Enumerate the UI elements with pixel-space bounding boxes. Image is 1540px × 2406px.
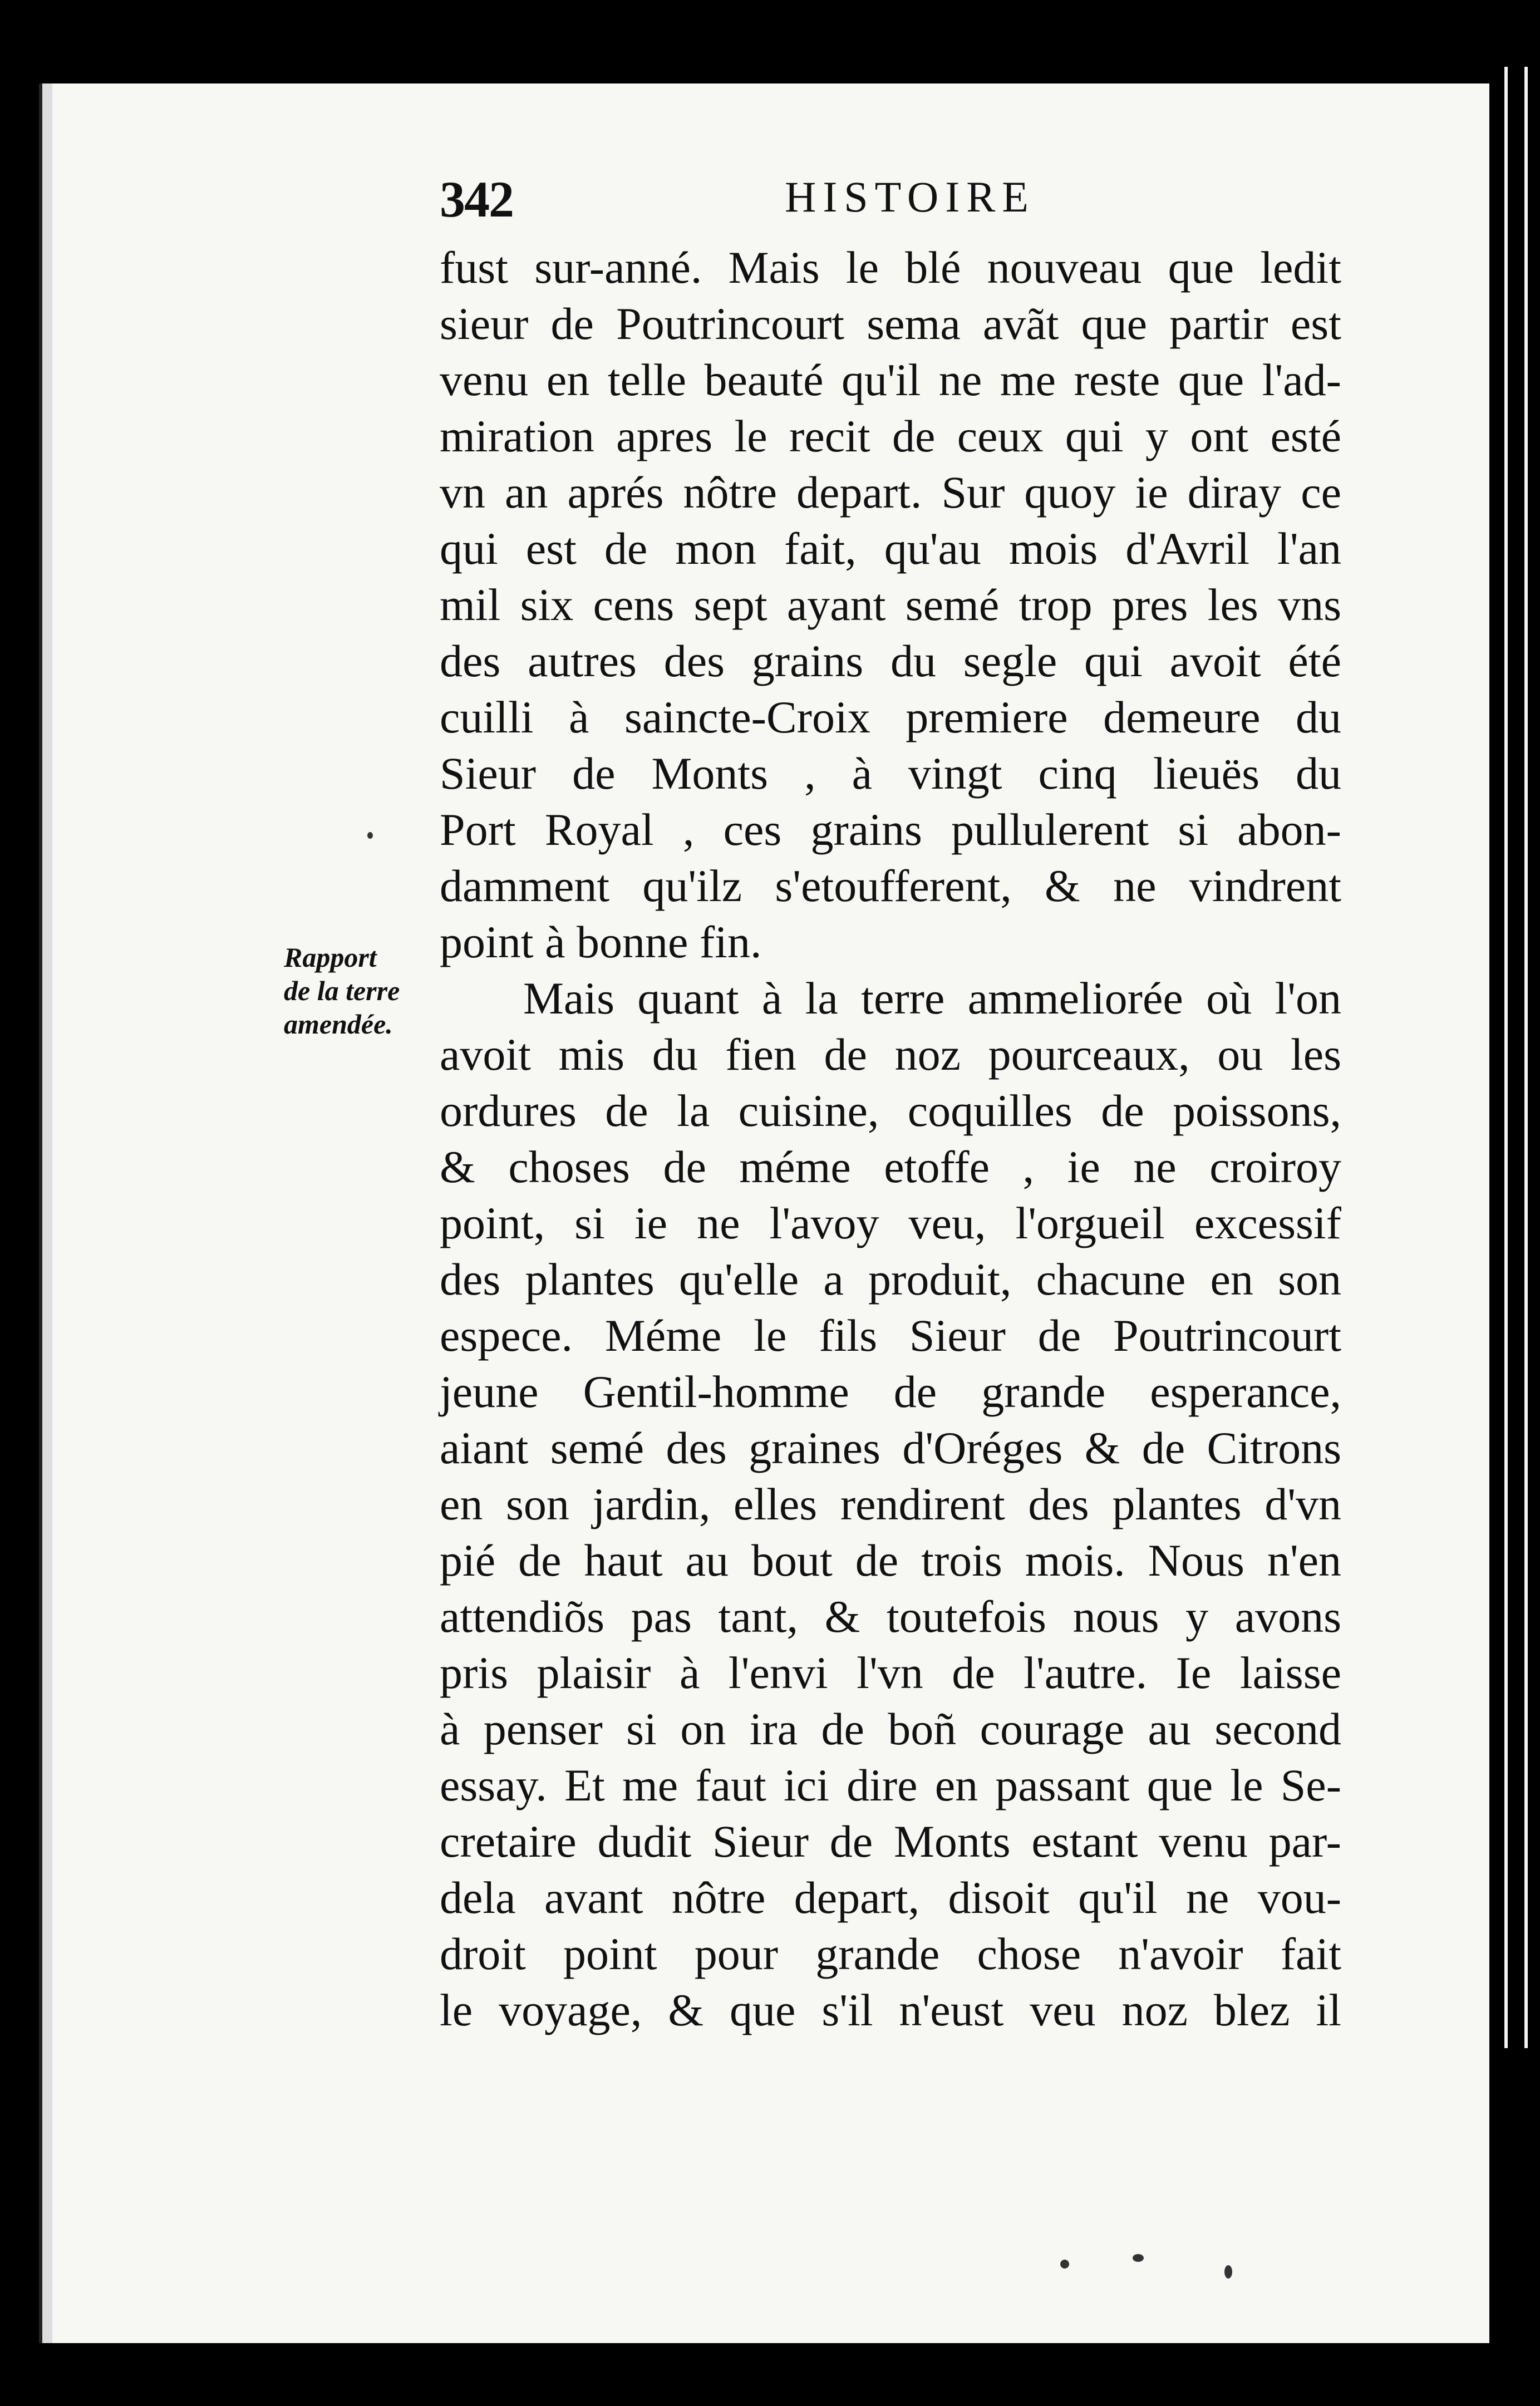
- text-line: cretaire dudit Sieur de Monts estant venu par-: [440, 1816, 1341, 1867]
- text-line: point, si ie ne l'avoy veu, l'orgueil excessif: [440, 1198, 1341, 1248]
- body-text: [440, 239, 1341, 2038]
- text-line: qui est de mon fait, qu'au mois d'Avril l'an: [440, 523, 1341, 574]
- text-line: sieur de Poutrincourt sema avãt que partir est: [440, 298, 1341, 349]
- text-line: dela avant nôtre depart, disoit qu'il ne vou-: [440, 1872, 1341, 1923]
- margin-note-line: Rapport: [284, 942, 377, 973]
- page-header: [440, 170, 1308, 231]
- page-number: 342: [440, 171, 513, 228]
- text-line: Sieur de Monts , à vingt cinq lieuës du: [440, 748, 1341, 799]
- text-line: vn an aprés nôtre depart. Sur quoy ie diray ce: [440, 467, 1341, 518]
- text-line: mil six cens sept ayant semé trop pres les vns: [440, 579, 1341, 630]
- text-line: Port Royal , ces grains pullulerent si abon-: [440, 804, 1341, 855]
- page-edge: [1504, 67, 1528, 2048]
- text-line: jeune Gentil-homme de grande esperance,: [440, 1366, 1341, 1417]
- text-line: aiant semé des graines d'Oréges & de Citrons: [440, 1423, 1341, 1473]
- ink-speck: [1224, 2265, 1232, 2279]
- text-line: fust sur-anné. Mais le blé nouveau que ledit: [440, 242, 1341, 293]
- text-line: cuilli à saincte-Croix premiere demeure du: [440, 692, 1341, 742]
- text-line: avoit mis du fien de noz pourceaux, ou les: [440, 1029, 1341, 1080]
- text-line: essay. Et me faut ici dire en passant que le Se-: [440, 1760, 1341, 1810]
- text-line: à penser si on ira de boñ courage au second: [440, 1704, 1341, 1754]
- text-line: & choses de méme etoffe , ie ne croiroy: [440, 1142, 1341, 1192]
- text-line: des autres des grains du segle qui avoit été: [440, 636, 1341, 686]
- text-line: ordures de la cuisine, coquilles de poissons,: [440, 1085, 1341, 1136]
- margin-note-line: amendée.: [284, 1008, 393, 1040]
- text-line: point à bonne fin.: [440, 917, 762, 967]
- margin-note-line: de la terre: [284, 975, 400, 1006]
- text-line: pris plaisir à l'envi l'vn de l'autre. Ie laisse: [440, 1647, 1341, 1698]
- text-line: en son jardin, elles rendirent des plantes d'vn: [440, 1479, 1341, 1529]
- ink-speck: [1133, 2254, 1144, 2262]
- text-line: espece. Méme le fils Sieur de Poutrincourt: [440, 1310, 1341, 1361]
- margin-note: [284, 941, 434, 1041]
- text-line: venu en telle beauté qu'il ne me reste que l'ad-: [440, 355, 1341, 405]
- text-line: des plantes qu'elle a produit, chacune en son: [440, 1254, 1341, 1305]
- ink-speck: [1060, 2260, 1069, 2269]
- ink-speck: [367, 832, 373, 839]
- text-line: attendiõs pas tant, & toutefois nous y avons: [440, 1591, 1341, 1642]
- text-line: damment qu'ilz s'etoufferent, & ne vindrent: [440, 860, 1341, 911]
- text-line: droit point pour grande chose n'avoir fait: [440, 1928, 1341, 1979]
- text-line: le voyage, & que s'il n'eust veu noz blez il: [440, 1985, 1341, 2035]
- running-title: HISTOIRE: [785, 173, 1035, 221]
- text-line: pié de haut au bout de trois mois. Nous n'en: [440, 1535, 1341, 1586]
- text-line: Mais quant à la terre ammeliorée où l'on: [523, 973, 1341, 1024]
- text-line: miration apres le recit de ceux qui y ont esté: [440, 411, 1341, 461]
